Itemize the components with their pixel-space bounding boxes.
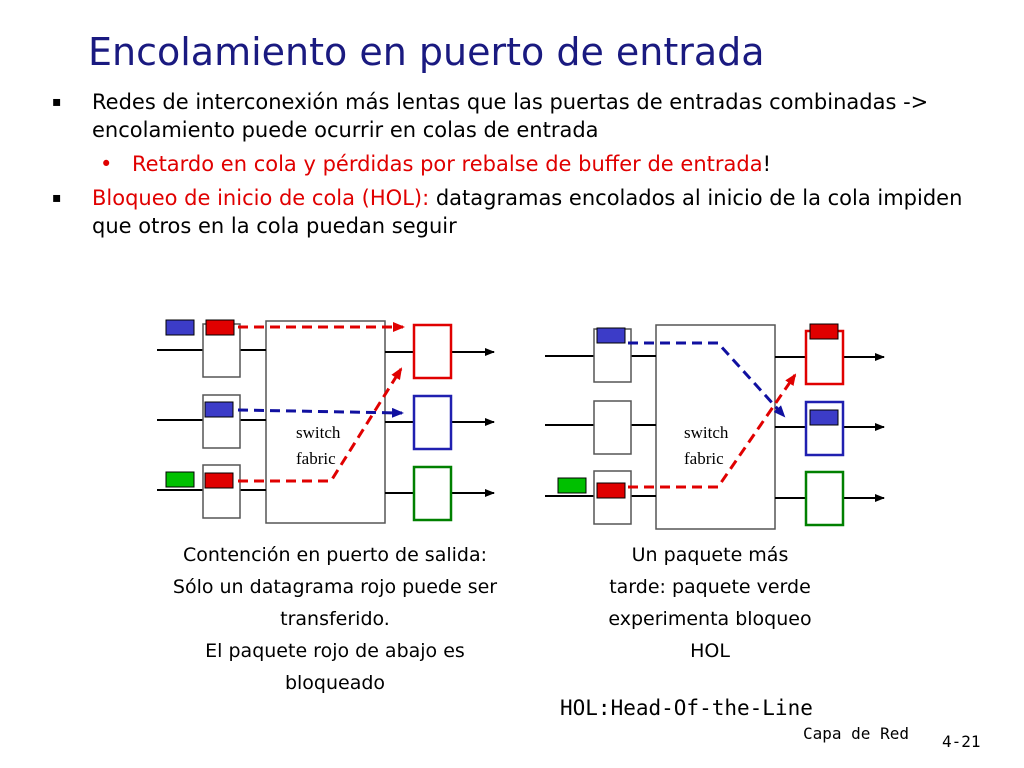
hol-definition: HOL:Head-Of-the-Line — [560, 696, 813, 720]
fabric-label-line1: switch — [684, 423, 729, 442]
sub-bullet-text-1: Retardo en cola y pérdidas por rebalse de buffer de entrada — [132, 152, 763, 176]
left-diagram — [157, 320, 494, 523]
caption-line: Sólo un datagrama rojo puede ser — [172, 576, 498, 598]
caption-line: experimenta bloqueo — [608, 608, 812, 630]
footer-section: Capa de Red — [803, 724, 909, 743]
fabric-label-line1: switch — [296, 423, 341, 442]
packet-red — [206, 320, 234, 335]
left-caption — [145, 539, 525, 699]
packet-red — [205, 473, 233, 488]
packet-green — [166, 472, 194, 487]
caption-line: El paquete rojo de abajo es — [205, 640, 465, 662]
fabric-label-line2: fabric — [684, 449, 724, 468]
bullet-marker: ▪ — [52, 190, 62, 206]
output-queue-red — [414, 325, 451, 378]
slide-title: Encolamiento en puerto de entrada — [88, 30, 765, 74]
packet-blue — [166, 320, 194, 335]
caption-line: HOL — [690, 640, 730, 662]
bullet-text-1: Redes de interconexión más lentas que las puertas de entradas combinadas -> encolamiento puede ocurrir en colas de entrada — [92, 90, 929, 142]
sub-bullet-tail: ! — [762, 152, 771, 176]
fabric-label-line2: fabric — [296, 449, 336, 468]
packet-blue — [810, 410, 838, 425]
page-number: 4-21 — [942, 732, 981, 751]
right-diagram — [545, 324, 884, 529]
caption-line: tarde: paquete verde — [609, 576, 811, 598]
packet-blue — [205, 402, 233, 417]
right-caption — [560, 539, 860, 667]
packet-green — [558, 478, 586, 493]
caption-line: transferido. — [280, 608, 390, 630]
output-queue-green — [414, 467, 451, 520]
input-queue — [594, 401, 631, 454]
bullet-marker: ▪ — [52, 94, 62, 110]
packet-blue — [597, 328, 625, 343]
caption-line: Contención en puerto de salida: — [182, 544, 488, 566]
sub-bullet-marker: • — [100, 152, 113, 176]
bullet-text-2: datagramas encolados al inicio de la cola impiden que otros en la cola puedan seguir — [92, 186, 963, 238]
output-queue-blue — [414, 396, 451, 449]
packet-red — [597, 483, 625, 498]
packet-red — [810, 324, 838, 339]
bullet-text-2-red: Bloqueo de inicio de cola (HOL): — [92, 186, 430, 210]
output-queue-green — [806, 472, 843, 525]
caption-line: bloqueado — [284, 672, 386, 694]
caption-line: Un paquete más — [631, 544, 789, 566]
